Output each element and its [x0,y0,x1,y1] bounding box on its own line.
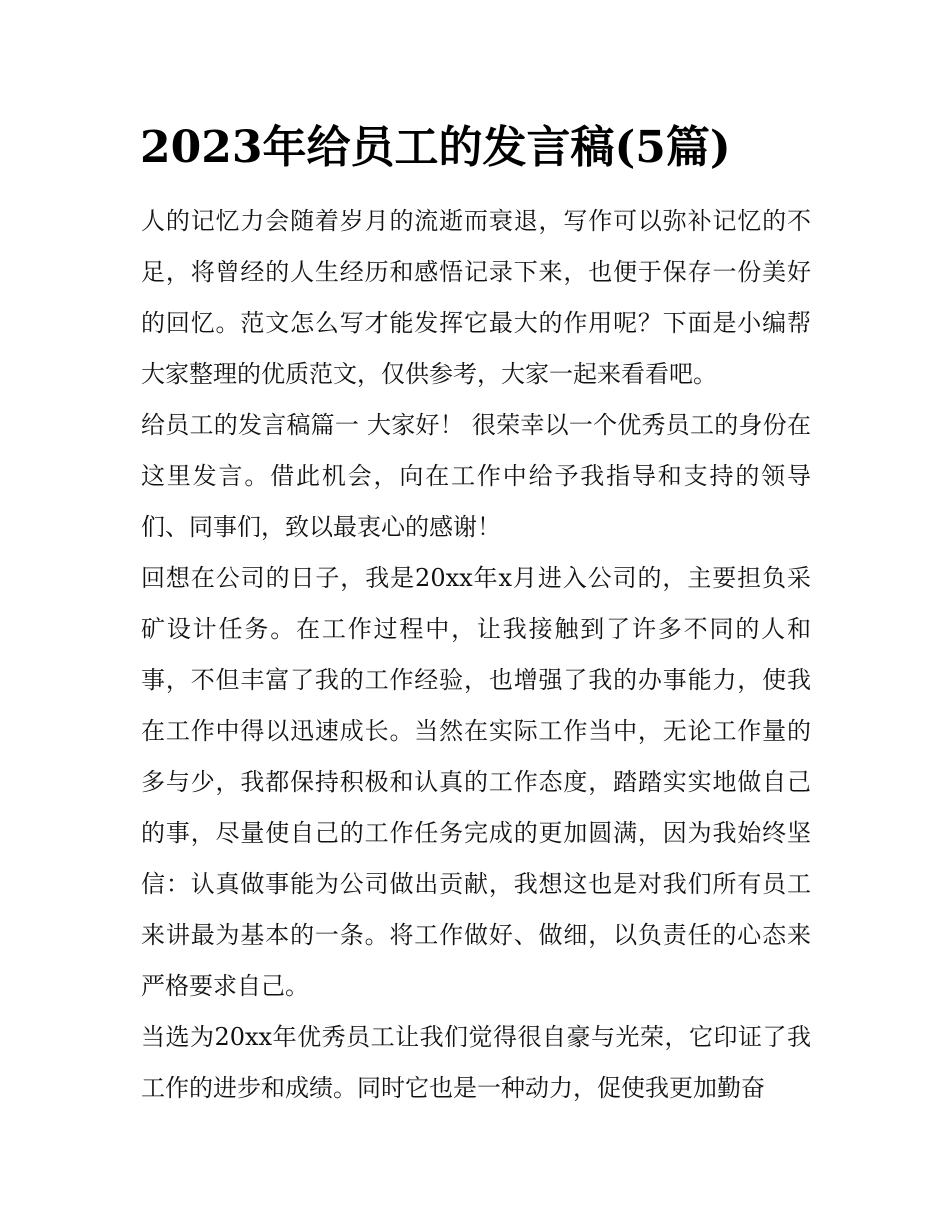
paragraph-recollection: 回想在公司的日子，我是20xx年x月进入公司的，主要担负采矿设计任务。在工作过程中，让我接触到了许多不同的人和事，不但丰富了我的工作经验，也增强了我的办事能力，使我在工作中得以迅速成长。当然在实际工作当中，无论工作量的多与少，我都保持积极和认真的工作态度，踏踏实实地做自己的事，尽量使自己的工作任务完成的更加圆满，因为我始终坚信：认真做事能为公司做出贡献，我想这也是对我们所有员工来讲最为基本的一条。将工作做好、做细，以负责任的心态来严格要求自己。 [141,564,811,1000]
document-title: 2023年给员工的发言稿(5篇) [140,122,731,173]
paragraph-greeting: 给员工的发言稿篇一 大家好！ 很荣幸以一个优秀员工的身份在这里发言。借此机会，向在工作中给予我指导和支持的领导们、同事们，致以最衷心的感谢！ [141,411,811,541]
paragraph-intro: 人的记忆力会随着岁月的流逝而衰退，写作可以弥补记忆的不足，将曾经的人生经历和感悟记录下来，也便于保存一份美好的回忆。范文怎么写才能发挥它最大的作用呢？下面是小编帮大家整理的优质范文，仅供参考，大家一起来看看吧。 [141,207,811,388]
paragraph-honor: 当选为20xx年优秀员工让我们觉得很自豪与光荣，它印证了我工作的进步和成绩。同时它也是一种动力，促使我更加勤奋 [141,1023,811,1102]
document-body [141,196,811,1114]
